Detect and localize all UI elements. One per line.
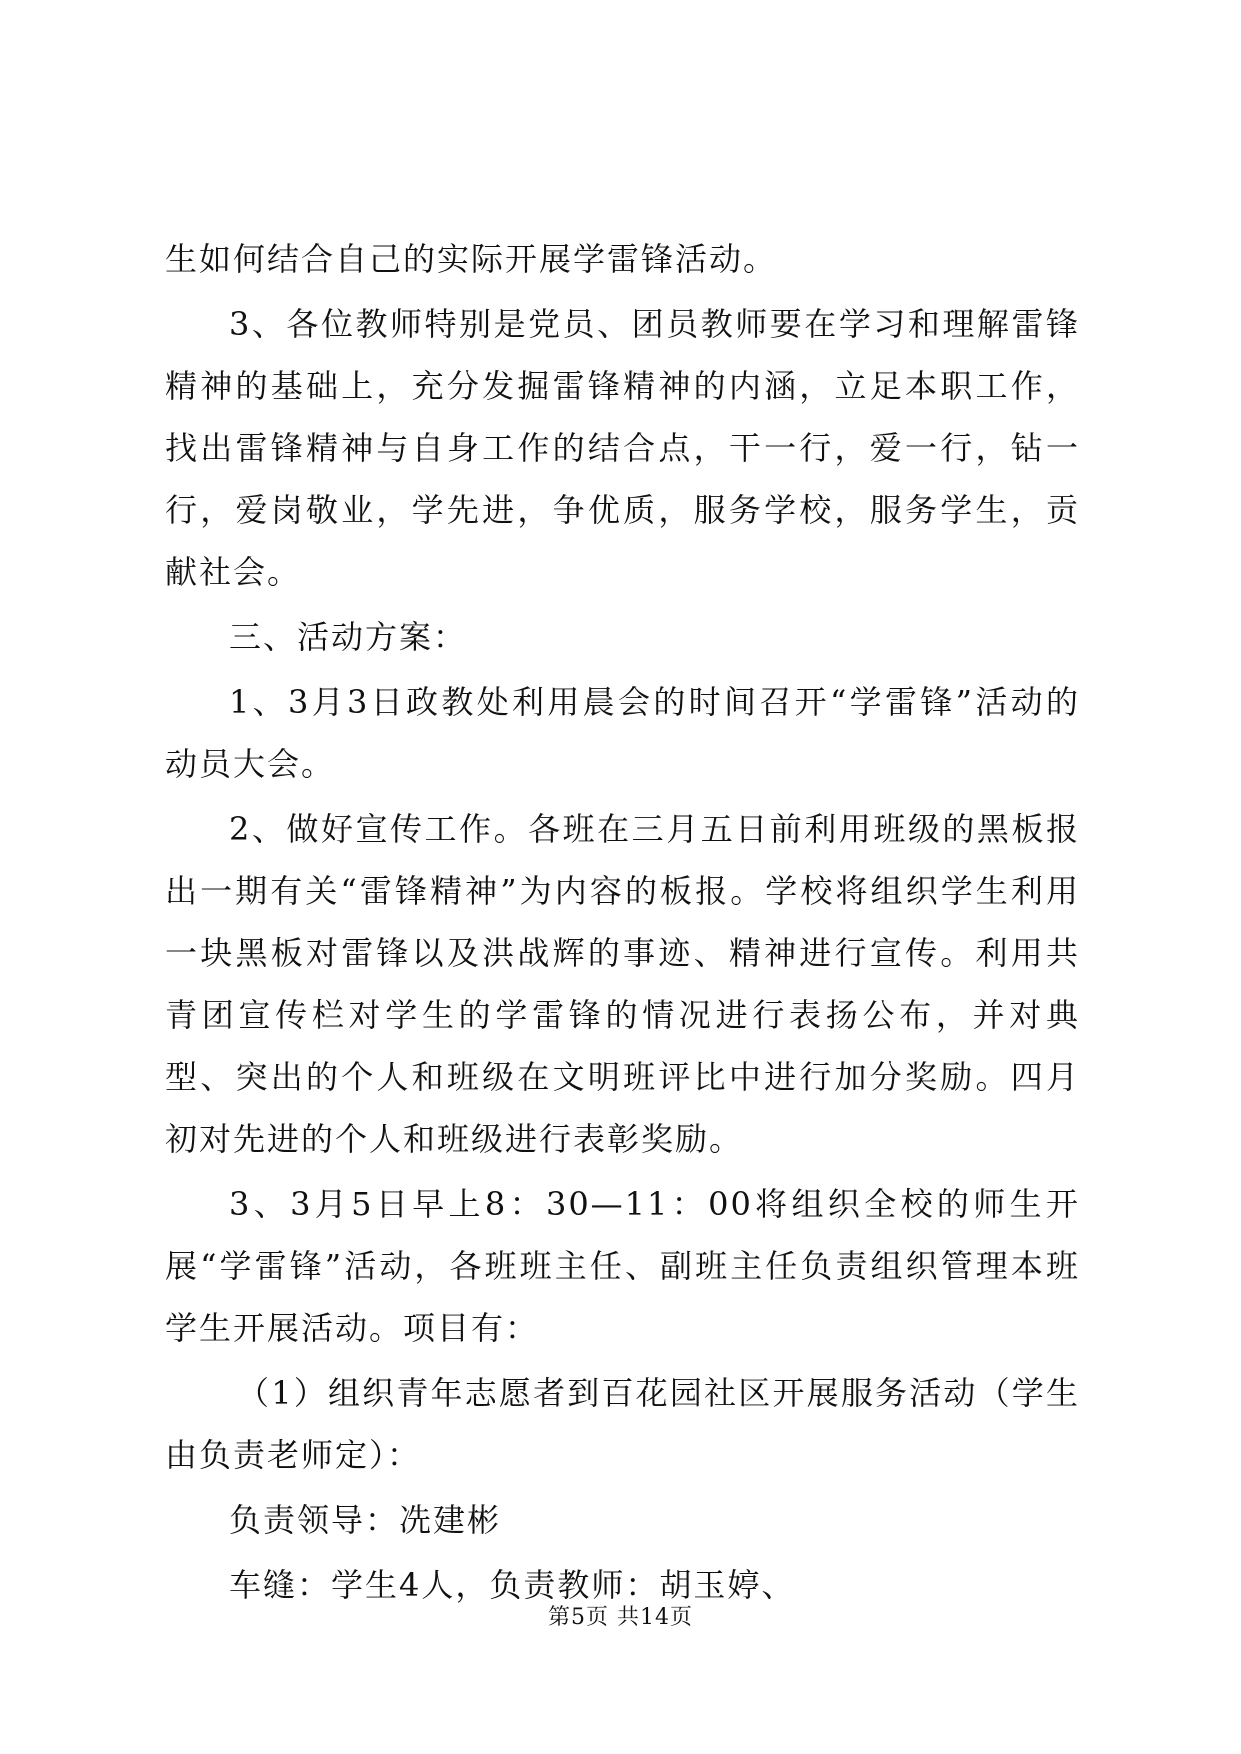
paragraph-leader: 负责领导：冼建彬 [229,1501,502,1539]
paragraph-continuation: 生如何结合自己的实际开展学雷锋活动。 [165,240,778,278]
paragraph-plan-2: 2、做好宣传工作。各班在三月五日前利用班级的黑板报出一期有关“雷锋精神”为内容的板报。学校将组织学生利用一块黑板对雷锋以及洪战辉的事迹、精神进行宣传。利用共青团宣传栏对学生的学雷锋的情况进行表扬公布，并对典型、突出的个人和班级在文明班评比中进行加分奖励。四月初对先进的个人和班级进行表彰奖励。 [165,810,1080,1158]
paragraph-sewing: 车缝：学生4人，负责教师：胡玉婷、 [229,1566,796,1604]
document-body [165,228,1080,1619]
section-heading-activity-plan: 三、活动方案： [229,618,468,656]
paragraph-sub-item-1: （1）组织青年志愿者到百花园社区开展服务活动（学生由负责老师定）： [165,1374,1080,1474]
paragraph-plan-1: 1、3月3日政教处利用晨会的时间召开“学雷锋”活动的动员大会。 [165,683,1080,783]
paragraph-plan-3: 3、3月5日早上8：30—11：00将组织全校的师生开展“学雷锋”活动，各班班主任、副班主任负责组织管理本班学生开展活动。项目有： [165,1185,1080,1347]
page-number-footer: 第5页 共14页 [548,1605,693,1630]
paragraph-item-3: 3、各位教师特别是党员、团员教师要在学习和理解雷锋精神的基础上，充分发掘雷锋精神的内涵，立足本职工作，找出雷锋精神与自身工作的结合点，干一行，爱一行，钻一行，爱岗敬业，学先进，争优质，服务学校，服务学生，贡献社会。 [165,305,1080,591]
